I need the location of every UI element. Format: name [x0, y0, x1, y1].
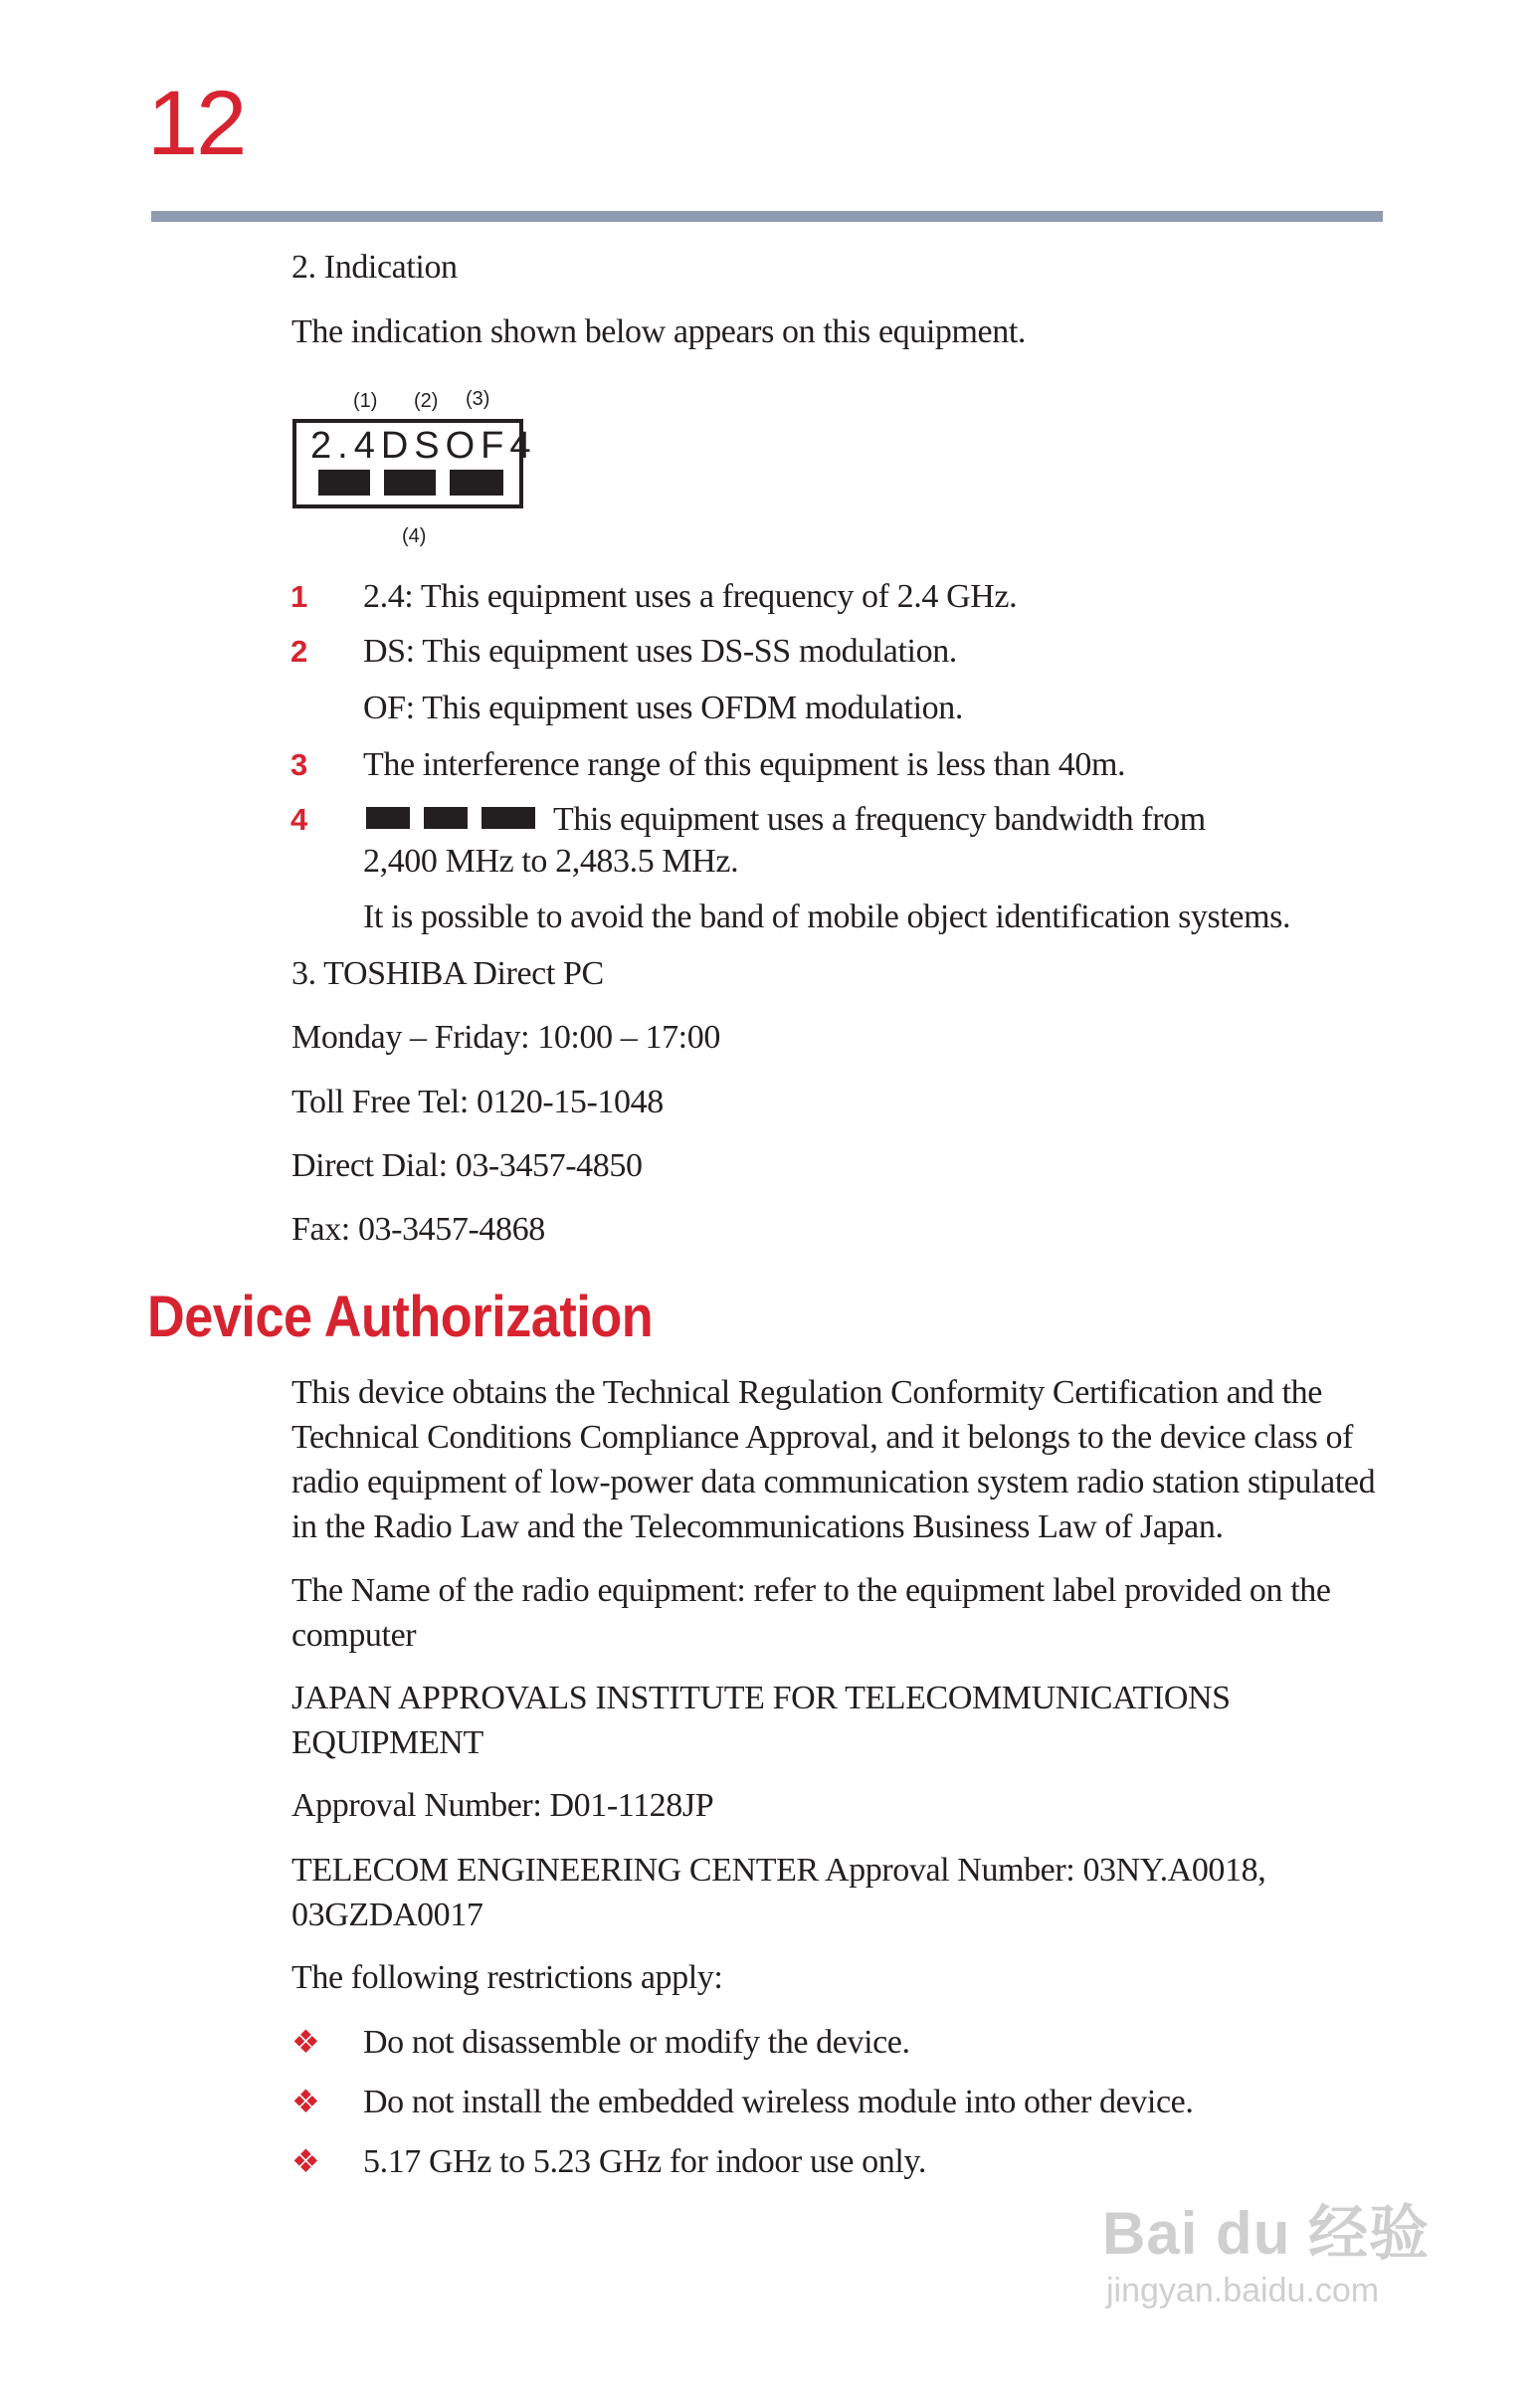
- item-text: DS: This equipment uses DS-SS modulation.: [363, 633, 957, 670]
- toshiba-direct-dial: Direct Dial: 03-3457-4850: [291, 1147, 643, 1184]
- label-callout-2: (2): [414, 390, 439, 412]
- item-text: The interference range of this equipment is less than 40m.: [363, 746, 1126, 783]
- auth-paragraph-2: The Name of the radio equipment: refer to the equipment label provided on the computer: [291, 1572, 1331, 1654]
- diamond-bullet-icon: ❖: [291, 2024, 320, 2060]
- indication-title: 2. Indication: [291, 249, 458, 286]
- item-subtext: It is possible to avoid the band of mobile object identification systems.: [363, 899, 1291, 935]
- header-rule: [151, 211, 1383, 222]
- item-text: 2.4: This equipment uses a frequency of 2.4 GHz.: [363, 578, 1018, 615]
- section-heading: Device Authorization: [147, 1285, 654, 1349]
- label-code: 2.4DSOF4: [310, 425, 537, 467]
- list-item: 5.17 GHz to 5.23 GHz for indoor use only.: [363, 2143, 926, 2180]
- item-subtext: OF: This equipment uses OFDM modulation.: [363, 690, 963, 726]
- auth-paragraph-1: This device obtains the Technical Regulation Conformity Certification and the Technical Conditions Compliance Approval, and it belongs to the device class of radio equipment of low-power data communication system radio station stipulated in the Radio Law and the Telecommunications Business Law of Japan.: [291, 1374, 1376, 1545]
- list-item: Do not disassemble or modify the device.: [363, 2024, 910, 2061]
- item-text-line2: 2,400 MHz to 2,483.5 MHz.: [363, 843, 739, 880]
- label-callout-3: (3): [466, 388, 490, 410]
- item-number: 2: [290, 634, 308, 669]
- auth-paragraph-3: JAPAN APPROVALS INSTITUTE FOR TELECOMMUNICATIONS EQUIPMENT: [291, 1680, 1231, 1761]
- item-text: This equipment uses a frequency bandwidth from: [553, 801, 1206, 838]
- label-callout-1: (1): [353, 390, 378, 412]
- item-number: 1: [290, 579, 308, 614]
- label-callout-4: (4): [402, 525, 427, 547]
- watermark-url: jingyan.baidu.com: [1106, 2272, 1380, 2309]
- band-block-icon: [366, 807, 410, 829]
- label-band-block: [318, 470, 370, 496]
- label-band-block: [384, 470, 436, 496]
- toshiba-title: 3. TOSHIBA Direct PC: [291, 955, 604, 992]
- page-number: 12: [147, 73, 246, 174]
- band-block-icon: [481, 807, 535, 829]
- toshiba-fax: Fax: 03-3457-4868: [291, 1211, 545, 1248]
- label-band-block: [450, 470, 503, 496]
- watermark: [1102, 2199, 1430, 2312]
- auth-paragraph-5: TELECOM ENGINEERING CENTER Approval Number: 03NY.A0018, 03GZDA0017: [291, 1852, 1266, 1933]
- diamond-bullet-icon: ❖: [291, 2084, 320, 2119]
- watermark-logo: Bai du 经验: [1102, 2200, 1431, 2267]
- diamond-bullet-icon: ❖: [291, 2143, 320, 2179]
- auth-paragraph-4: Approval Number: D01-1128JP: [291, 1787, 714, 1824]
- band-block-icon: [424, 807, 468, 829]
- item-number: 3: [290, 747, 308, 782]
- auth-paragraph-6: The following restrictions apply:: [291, 1959, 723, 1996]
- list-item: Do not install the embedded wireless module into other device.: [363, 2084, 1194, 2120]
- toshiba-toll-free: Toll Free Tel: 0120-15-1048: [291, 1084, 664, 1120]
- toshiba-hours: Monday – Friday: 10:00 – 17:00: [291, 1019, 720, 1056]
- item-number: 4: [290, 802, 308, 837]
- indication-intro: The indication shown below appears on this equipment.: [291, 313, 1026, 350]
